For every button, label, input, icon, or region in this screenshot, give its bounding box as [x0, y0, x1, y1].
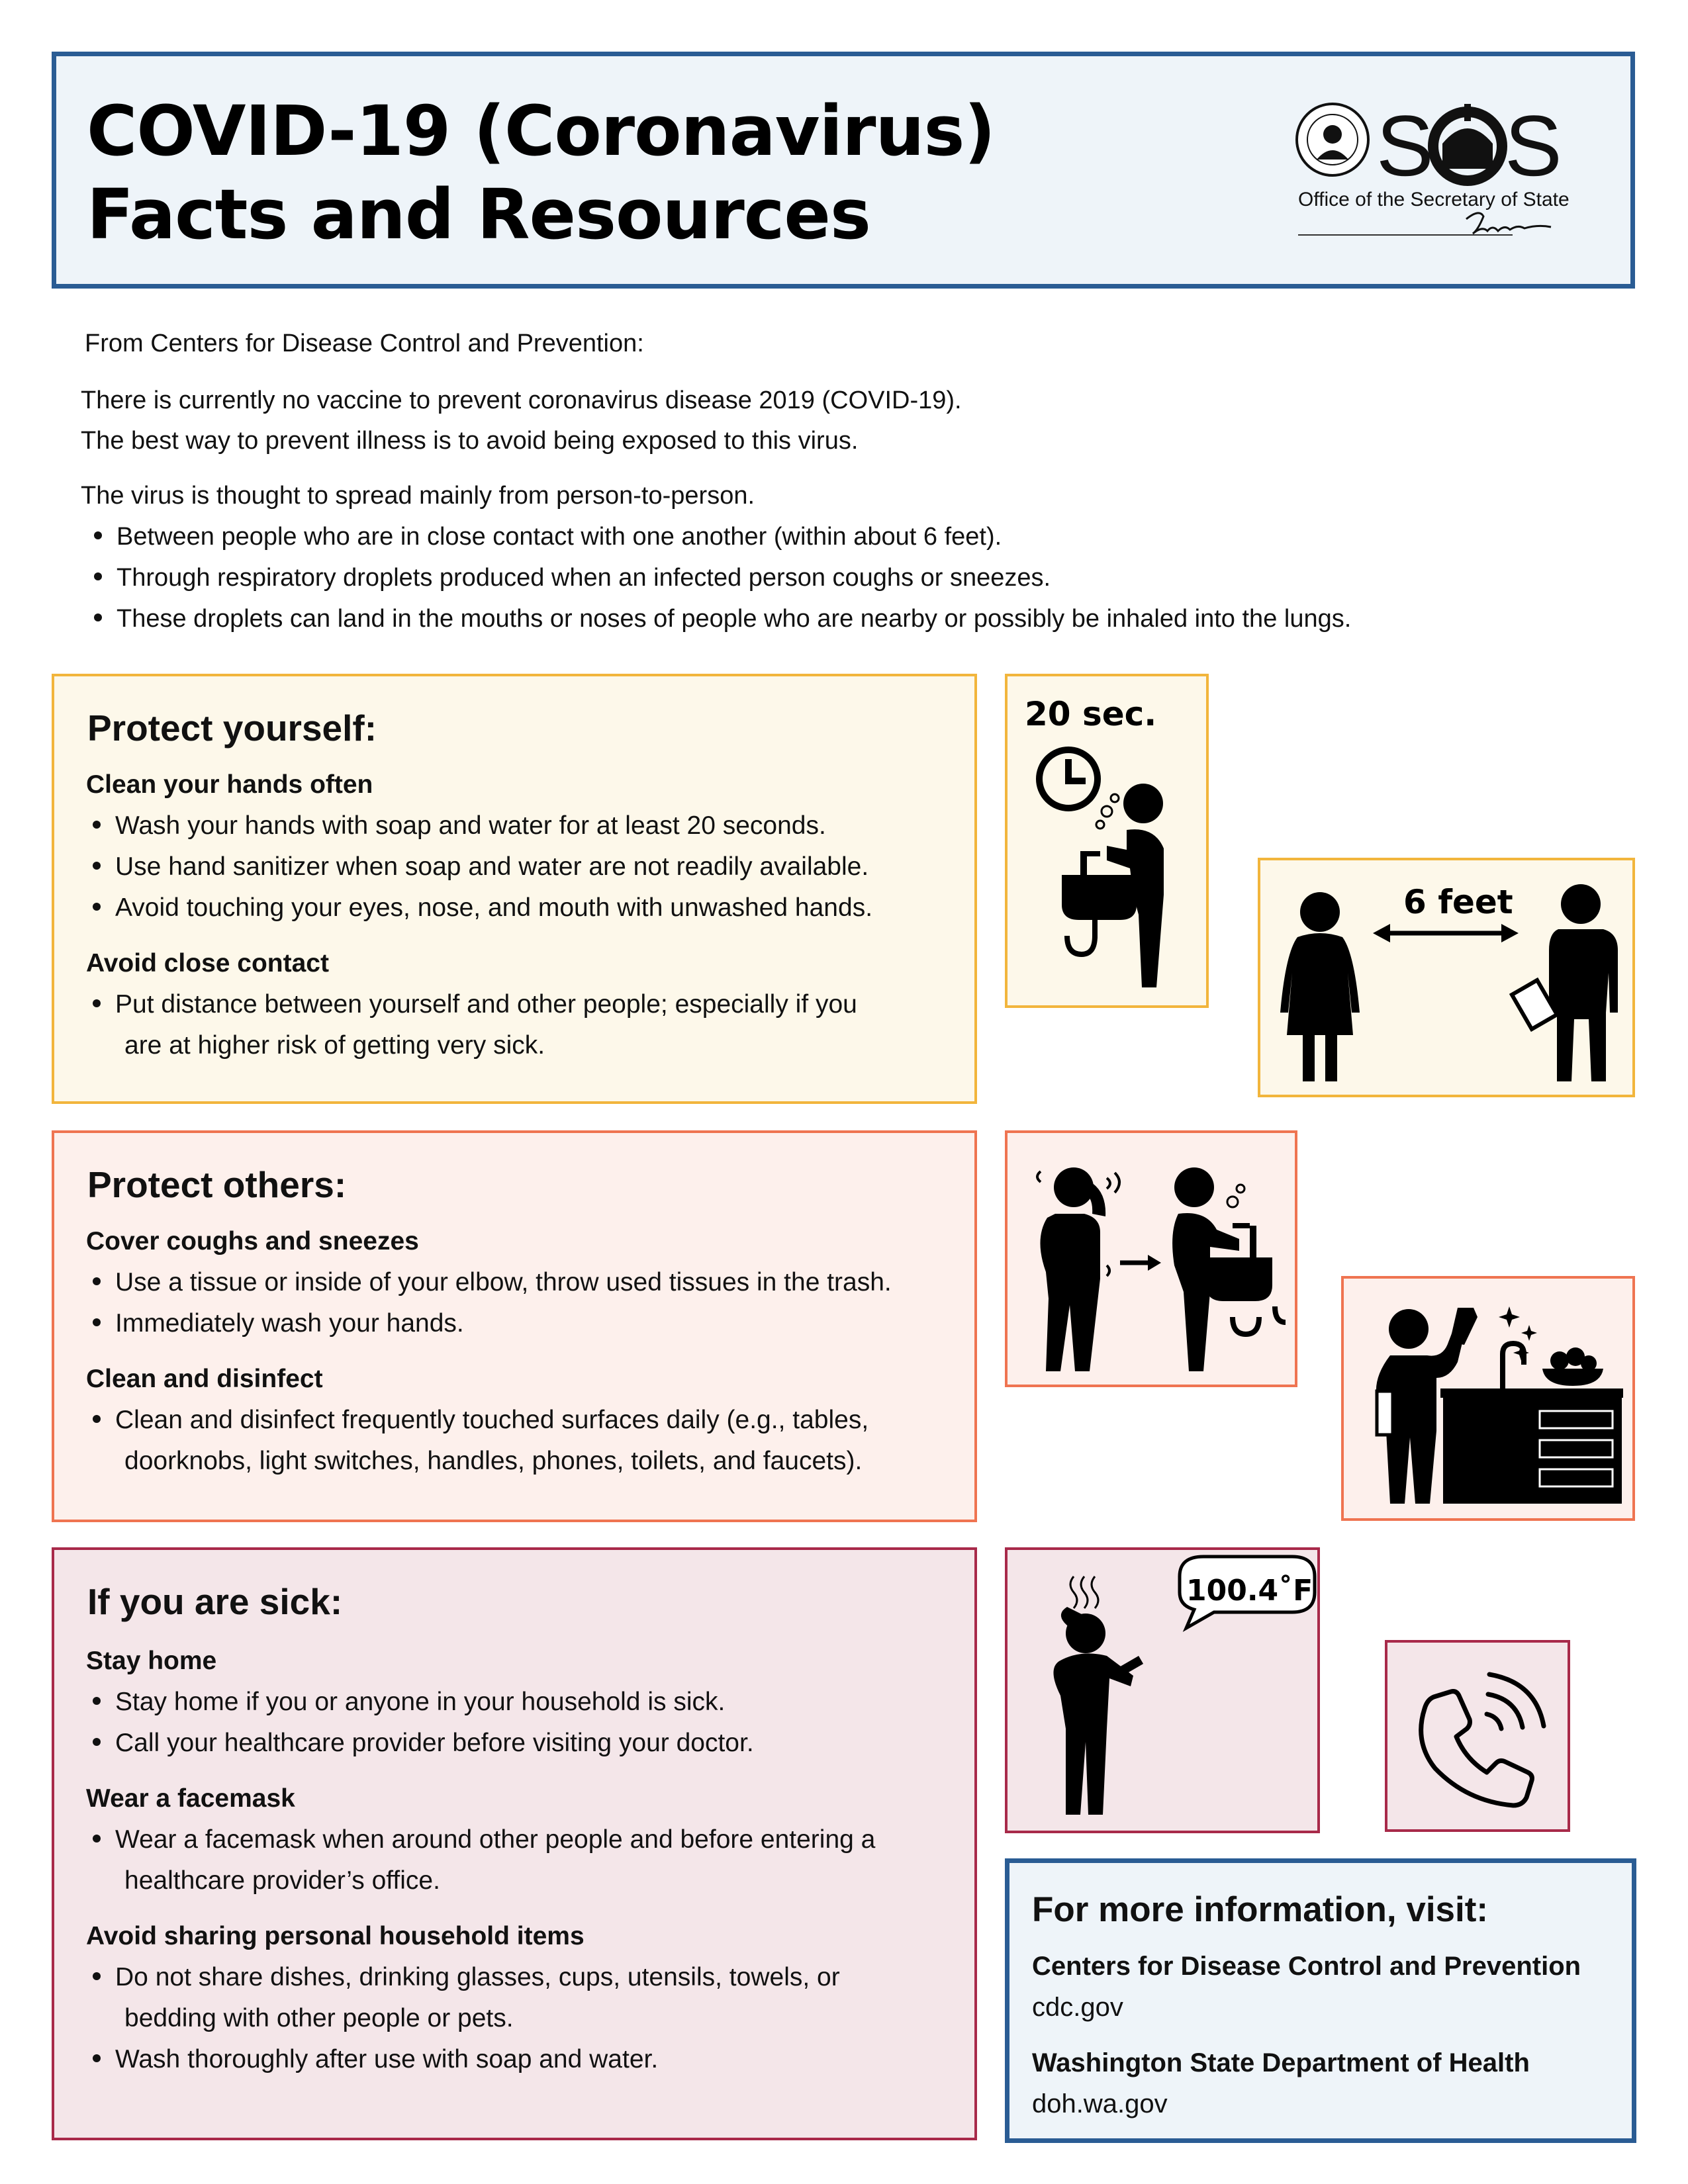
section-heading: Clean your hands often: [86, 770, 373, 799]
bullet-item-continuation: are at higher risk of getting very sick.: [124, 1031, 545, 1060]
resource-org-cdc: Centers for Disease Control and Prevention: [1032, 1952, 1581, 1981]
intro-line-1: There is currently no vaccine to prevent coronavirus disease 2019 (COVID-19).: [81, 387, 962, 414]
bullet-item: Do not share dishes, drinking glasses, cups, utensils, towels, or: [93, 1963, 840, 1992]
if-sick-panel: [52, 1547, 977, 2140]
bullet-item: Use hand sanitizer when soap and water are not readily available.: [93, 852, 868, 882]
protect-others-panel: [52, 1130, 977, 1522]
logo-letter-s-left: S: [1376, 103, 1434, 194]
intro-source: From Centers for Disease Control and Prevention:: [85, 330, 644, 357]
clock-icon: [1039, 750, 1098, 808]
washington-state-seal-icon: [1297, 104, 1368, 175]
bullet-item: Use a tissue or inside of your elbow, throw used tissues in the trash.: [93, 1268, 892, 1297]
bullet-item: Avoid touching your eyes, nose, and mouth with unwashed hands.: [93, 893, 872, 923]
sos-logo: [1294, 103, 1605, 255]
section-heading: Wear a facemask: [86, 1784, 295, 1813]
handwash-time-label: 20 sec.: [1025, 695, 1157, 733]
social-distance-icon: [1258, 858, 1635, 1097]
spread-heading: The virus is thought to spread mainly from person-to-person.: [81, 482, 755, 510]
page-title-line-2: Facts and Resources: [87, 174, 870, 255]
panel-title: If you are sick:: [87, 1581, 343, 1622]
bullet-item-continuation: bedding with other people or pets.: [124, 2004, 514, 2032]
panel-title: Protect yourself:: [87, 707, 377, 749]
bullet-item: Wear a facemask when around other people and before entering a: [93, 1825, 875, 1854]
intro-line-2: The best way to prevent illness is to avoid being exposed to this virus.: [81, 427, 859, 455]
more-info-title: For more information, visit:: [1032, 1890, 1489, 1929]
section-heading: Avoid close contact: [86, 949, 329, 978]
section-heading: Stay home: [86, 1647, 217, 1675]
handwashing-timer-icon: [1005, 674, 1209, 1008]
cough-then-wash-icon: [1005, 1130, 1297, 1387]
resource-org-doh: Washington State Department of Health: [1032, 2048, 1530, 2077]
fever-phone-call-icon: [1005, 1547, 1320, 1833]
resource-link-cdc[interactable]: cdc.gov: [1032, 1993, 1123, 2022]
header-banner: [52, 52, 1635, 289]
distance-label: 6 feet: [1403, 883, 1513, 921]
bullet-item: Stay home if you or anyone in your household is sick.: [93, 1688, 725, 1717]
cleaning-surfaces-icon: [1341, 1276, 1635, 1521]
temperature-label: 100.4˚F: [1186, 1574, 1313, 1608]
bullet-item: Put distance between yourself and other people; especially if you: [93, 990, 857, 1019]
bullet-item: Wash your hands with soap and water for at least 20 seconds.: [93, 811, 826, 841]
protect-yourself-panel: [52, 674, 977, 1104]
panel-title: Protect others:: [87, 1164, 347, 1205]
bullet-item: Immediately wash your hands.: [93, 1309, 464, 1338]
section-heading: Avoid sharing personal household items: [86, 1922, 585, 1950]
section-heading: Cover coughs and sneezes: [86, 1227, 419, 1255]
capitol-dome-icon: [1433, 104, 1502, 181]
more-info-panel: [1005, 1858, 1636, 2143]
logo-letter-s-right: S: [1505, 103, 1562, 194]
resource-link-doh[interactable]: doh.wa.gov: [1032, 2089, 1168, 2118]
bullet-item-continuation: doorknobs, light switches, handles, phones, toilets, and faucets).: [124, 1447, 863, 1475]
phone-call-icon: [1385, 1640, 1570, 1832]
page-title-line-1: COVID-19 (Coronavirus): [87, 91, 995, 171]
bullet-item: Clean and disinfect frequently touched surfaces daily (e.g., tables,: [93, 1406, 868, 1435]
bullet-item-continuation: healthcare provider’s office.: [124, 1866, 440, 1895]
signature-icon: [1466, 213, 1551, 234]
section-heading: Clean and disinfect: [86, 1365, 323, 1393]
logo-subtitle: Office of the Secretary of State: [1298, 189, 1570, 210]
bullet-item: Wash thoroughly after use with soap and water.: [93, 2045, 658, 2074]
spread-bullet: These droplets can land in the mouths or noses of people who are nearby or possibly be inhaled into the lungs.: [94, 605, 1351, 633]
bullet-item: Call your healthcare provider before visiting your doctor.: [93, 1729, 754, 1758]
spread-bullet: Through respiratory droplets produced when an infected person coughs or sneezes.: [94, 564, 1051, 592]
spread-bullet: Between people who are in close contact with one another (within about 6 feet).: [94, 523, 1002, 551]
